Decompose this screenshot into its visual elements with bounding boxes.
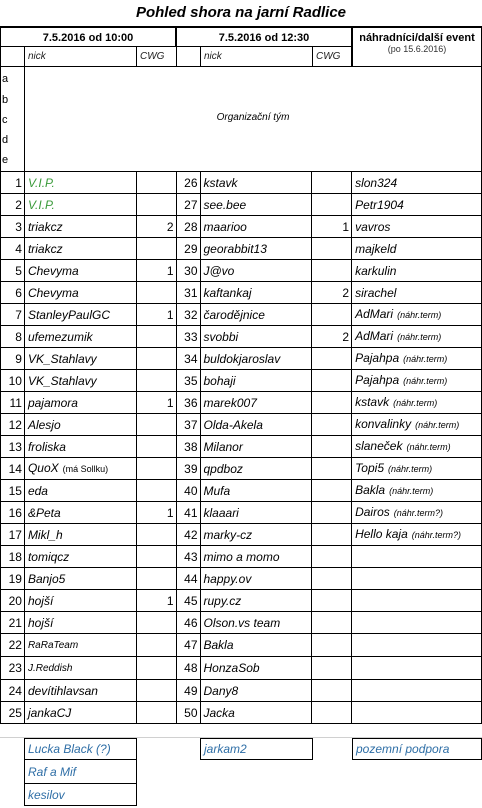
backup-nick: vavros — [355, 219, 391, 234]
row-number: 48 — [176, 657, 200, 680]
row-number: 28 — [176, 216, 200, 238]
nick-text: hojší — [27, 593, 54, 608]
nick-text: pajamora — [27, 395, 78, 410]
backup-cell — [352, 348, 482, 370]
row-number: 31 — [176, 282, 200, 304]
nick-text: VK_Stahlavy — [27, 351, 97, 366]
row-number: 38 — [176, 436, 200, 458]
nick-cell — [24, 702, 136, 724]
backup-cell — [352, 546, 482, 568]
backup-nick: AdMari — [355, 307, 394, 321]
backup-header-title: náhradníci/další event — [359, 32, 475, 44]
backup-cell — [352, 568, 482, 590]
backup-note: (náhr.term) — [406, 442, 451, 452]
cwg-cell — [312, 502, 352, 524]
backup-cell — [352, 392, 482, 414]
nick-cell — [24, 634, 136, 657]
nick-cell: Jacka — [200, 702, 312, 724]
cwg-cell: 2 — [312, 282, 352, 304]
backup-nick: AdMari — [355, 329, 394, 343]
cwg-cell — [312, 348, 352, 370]
cwg-cell — [312, 172, 352, 194]
row-number: 14 — [1, 458, 25, 480]
cwg-cell — [136, 414, 176, 436]
shift2-header: 7.5.2016 od 12:30 — [176, 26, 352, 47]
nick-text: V.I.P. — [27, 175, 55, 190]
nick-text: QuoX — [27, 461, 59, 475]
cwg-cell — [136, 172, 176, 194]
nick-cell — [24, 546, 136, 568]
org-team-label: Organizační tým — [216, 112, 290, 123]
row-number: 17 — [1, 524, 25, 546]
backup-nick: slaneček — [355, 439, 403, 453]
backup-nick: karkulin — [355, 263, 397, 278]
backup-cell — [352, 260, 482, 282]
backup-cell — [352, 326, 482, 348]
cwg-cell — [312, 657, 352, 680]
cwg-cell — [136, 546, 176, 568]
cwg-cell — [312, 590, 352, 612]
cwg-cell — [312, 546, 352, 568]
table-row — [1, 414, 482, 436]
table-row — [1, 634, 482, 657]
row-number: 24 — [1, 680, 25, 702]
cwg-cell — [312, 568, 352, 590]
table-row — [1, 370, 482, 392]
row-number: 15 — [1, 480, 25, 502]
cwg-cell — [312, 702, 352, 724]
backup-cell — [352, 502, 482, 524]
nick-cell — [24, 370, 136, 392]
nick-cell — [24, 260, 136, 282]
backup-note: (náhr.term?) — [393, 508, 443, 518]
nick-text: triakcz — [27, 219, 63, 234]
backup-note: (náhr.term) — [389, 486, 434, 496]
nick-text: Mikl_h — [27, 527, 63, 542]
cwg-cell — [136, 702, 176, 724]
table-row — [1, 612, 482, 634]
nick-text: &Peta — [27, 505, 61, 520]
backup-note: (náhr.term) — [393, 398, 438, 408]
backup-note: (náhr.term) — [388, 464, 433, 474]
table-row — [1, 194, 482, 216]
backup-cell — [352, 238, 482, 260]
row-number: 34 — [176, 348, 200, 370]
nick-cell: maarioo — [200, 216, 312, 238]
nick-cell: Milanor — [200, 436, 312, 458]
footer-item: kesilov — [28, 788, 65, 802]
row-number: 20 — [1, 590, 25, 612]
cwg-label-2: CWG — [316, 51, 341, 62]
cwg-cell: 1 — [136, 304, 176, 326]
row-number: 11 — [1, 392, 25, 414]
row-number: 42 — [176, 524, 200, 546]
nick-cell: kaftankaj — [200, 282, 312, 304]
roster-table — [0, 171, 482, 724]
nick-cell — [24, 216, 136, 238]
cwg-cell — [312, 634, 352, 657]
cwg-cell — [312, 414, 352, 436]
cwg-cell — [312, 304, 352, 326]
backup-cell — [352, 172, 482, 194]
table-row — [1, 348, 482, 370]
cwg-cell — [312, 260, 352, 282]
backup-cell — [352, 590, 482, 612]
backup-cell — [352, 634, 482, 657]
row-number: 13 — [1, 436, 25, 458]
backup-cell — [352, 370, 482, 392]
cwg-cell — [136, 348, 176, 370]
table-row — [1, 702, 482, 724]
row-number: 44 — [176, 568, 200, 590]
row-number: 35 — [176, 370, 200, 392]
nick-cell: Dany8 — [200, 680, 312, 702]
nick-label-1: nick — [28, 51, 46, 62]
nick-text: VK_Stahlavy — [27, 373, 97, 388]
table-row — [1, 282, 482, 304]
backup-cell — [352, 702, 482, 724]
row-number: 32 — [176, 304, 200, 326]
backup-nick: Hello kaja — [355, 527, 408, 541]
row-number: 16 — [1, 502, 25, 524]
table-row — [1, 546, 482, 568]
table-row — [1, 590, 482, 612]
backup-nick: kstavk — [355, 395, 390, 409]
nick-cell: marky-cz — [200, 524, 312, 546]
backup-cell — [352, 282, 482, 304]
row-number: 46 — [176, 612, 200, 634]
row-number: 2 — [1, 194, 25, 216]
nick-text: eda — [27, 483, 48, 498]
footer-item: Lucka Black (?) — [28, 742, 111, 756]
cwg-cell — [136, 612, 176, 634]
row-number: 41 — [176, 502, 200, 524]
backup-note: (náhr.term) — [397, 310, 442, 320]
nick-cell: klaaari — [200, 502, 312, 524]
nick-cell — [24, 568, 136, 590]
row-number: 10 — [1, 370, 25, 392]
backup-note: (náhr.term) — [403, 376, 448, 386]
nick-text: hojší — [27, 615, 54, 630]
cwg-cell: 1 — [136, 590, 176, 612]
nick-cell — [24, 414, 136, 436]
backup-header-date: (po 15.6.2016) — [387, 44, 447, 54]
nick-cell — [24, 680, 136, 702]
backup-nick: sirachel — [355, 285, 397, 300]
table-row — [1, 524, 482, 546]
row-number: 25 — [1, 702, 25, 724]
nick-cell: qpdboz — [200, 458, 312, 480]
backup-nick: Petr1904 — [355, 197, 404, 212]
nick-note: (má Sollku) — [62, 464, 109, 474]
table-row — [1, 657, 482, 680]
nick-text: jankaCJ — [27, 705, 72, 720]
table-row — [1, 216, 482, 238]
row-number: 6 — [1, 282, 25, 304]
nick-cell — [24, 480, 136, 502]
row-number: 19 — [1, 568, 25, 590]
row-number: 1 — [1, 172, 25, 194]
backup-nick: majkeld — [355, 241, 397, 256]
cwg-cell — [136, 194, 176, 216]
nick-cell — [24, 436, 136, 458]
backup-note: (náhr.term) — [415, 420, 460, 430]
table-row — [1, 260, 482, 282]
footer-item: jarkam2 — [204, 742, 247, 756]
nick-cell — [24, 458, 136, 480]
nick-text: tomiqcz — [27, 549, 70, 564]
cwg-cell: 1 — [136, 502, 176, 524]
nick-cell: HonzaSob — [200, 657, 312, 680]
row-number: 8 — [1, 326, 25, 348]
cwg-cell — [136, 480, 176, 502]
backup-nick: Pajahpa — [355, 351, 400, 365]
backup-note: (náhr.term) — [403, 354, 448, 364]
row-number: 27 — [176, 194, 200, 216]
backup-header — [352, 26, 482, 67]
nick-cell: Olda-Akela — [200, 414, 312, 436]
nick-cell: Olson.vs team — [200, 612, 312, 634]
backup-cell — [352, 680, 482, 702]
backup-nick: Topi5 — [355, 461, 384, 475]
backup-cell — [352, 216, 482, 238]
nick-cell — [24, 326, 136, 348]
backup-nick: Bakla — [355, 483, 386, 497]
nick-cell: marek007 — [200, 392, 312, 414]
backup-nick: konvalinky — [355, 417, 412, 431]
table-row — [1, 326, 482, 348]
backup-cell — [352, 436, 482, 458]
row-number: 26 — [176, 172, 200, 194]
row-number: 21 — [1, 612, 25, 634]
nick-cell: čarodějnice — [200, 304, 312, 326]
nick-cell — [24, 392, 136, 414]
cwg-cell — [136, 436, 176, 458]
cwg-cell — [312, 612, 352, 634]
nick-cell — [24, 304, 136, 326]
table-row — [1, 480, 482, 502]
backup-nick: slon324 — [355, 175, 398, 190]
row-number: 7 — [1, 304, 25, 326]
row-number: 47 — [176, 634, 200, 657]
table-row — [1, 458, 482, 480]
cwg-label-1: CWG — [140, 51, 165, 62]
cwg-cell: 1 — [312, 216, 352, 238]
nick-cell — [24, 238, 136, 260]
nick-cell — [24, 524, 136, 546]
nick-text: V.I.P. — [27, 197, 55, 212]
backup-cell — [352, 458, 482, 480]
org-letter: b — [2, 94, 9, 106]
row-number: 29 — [176, 238, 200, 260]
cwg-cell: 1 — [136, 392, 176, 414]
cwg-cell — [136, 568, 176, 590]
nick-cell — [24, 348, 136, 370]
row-number: 3 — [1, 216, 25, 238]
cwg-cell — [136, 634, 176, 657]
row-number: 12 — [1, 414, 25, 436]
nick-cell: rupy.cz — [200, 590, 312, 612]
nick-cell: Bakla — [200, 634, 312, 657]
nick-cell: georabbit13 — [200, 238, 312, 260]
backup-cell — [352, 480, 482, 502]
table-row — [1, 238, 482, 260]
nick-cell — [24, 282, 136, 304]
nick-text: triakcz — [27, 241, 63, 256]
table-row — [1, 502, 482, 524]
cwg-cell — [312, 458, 352, 480]
cwg-cell — [312, 392, 352, 414]
org-letter: c — [2, 114, 8, 126]
cwg-cell — [312, 194, 352, 216]
cwg-cell — [136, 326, 176, 348]
org-letter: e — [2, 154, 9, 166]
backup-nick: Dairos — [355, 505, 390, 519]
footer-item: pozemní podpora — [356, 742, 450, 756]
cwg-cell: 2 — [136, 216, 176, 238]
nick-cell: J@vo — [200, 260, 312, 282]
nick-text: froliska — [27, 439, 66, 454]
backup-cell — [352, 414, 482, 436]
row-number: 39 — [176, 458, 200, 480]
backup-nick: Pajahpa — [355, 373, 400, 387]
row-number: 23 — [1, 657, 25, 680]
cwg-cell: 1 — [136, 260, 176, 282]
row-number: 5 — [1, 260, 25, 282]
nick-cell — [24, 657, 136, 680]
cwg-cell — [136, 238, 176, 260]
row-number: 9 — [1, 348, 25, 370]
cwg-cell — [312, 370, 352, 392]
row-number: 45 — [176, 590, 200, 612]
nick-cell: bohaji — [200, 370, 312, 392]
nick-cell: see.bee — [200, 194, 312, 216]
cwg-cell — [136, 282, 176, 304]
cwg-cell — [136, 680, 176, 702]
row-number: 49 — [176, 680, 200, 702]
nick-label-2: nick — [204, 51, 222, 62]
nick-text: RaRaTeam — [27, 640, 79, 651]
backup-cell — [352, 612, 482, 634]
nick-cell: kstavk — [200, 172, 312, 194]
cwg-cell — [312, 524, 352, 546]
nick-text: Banjo5 — [27, 571, 66, 586]
nick-text: Chevyma — [27, 263, 79, 278]
nick-text: StanleyPaulGC — [27, 307, 110, 322]
nick-cell: happy.ov — [200, 568, 312, 590]
table-row — [1, 436, 482, 458]
nick-cell: buldokjaroslav — [200, 348, 312, 370]
org-letter: d — [2, 134, 9, 146]
nick-text: devítihlavsan — [27, 683, 98, 698]
backup-cell — [352, 194, 482, 216]
backup-cell — [352, 304, 482, 326]
cwg-cell — [136, 657, 176, 680]
row-number: 37 — [176, 414, 200, 436]
row-number: 50 — [176, 702, 200, 724]
cwg-cell — [312, 436, 352, 458]
row-number: 18 — [1, 546, 25, 568]
table-row — [1, 392, 482, 414]
row-number: 30 — [176, 260, 200, 282]
nick-cell — [24, 612, 136, 634]
cwg-cell — [136, 524, 176, 546]
row-number: 22 — [1, 634, 25, 657]
nick-cell — [24, 502, 136, 524]
backup-cell — [352, 524, 482, 546]
cwg-cell — [312, 680, 352, 702]
cwg-cell — [136, 370, 176, 392]
nick-text: J.Reddish — [27, 663, 73, 674]
table-row — [1, 304, 482, 326]
nick-text: ufemezumik — [27, 329, 93, 344]
footer-item: Raf a Mif — [28, 765, 77, 779]
cwg-cell — [312, 238, 352, 260]
nick-text: Alesjo — [27, 417, 61, 432]
row-number: 36 — [176, 392, 200, 414]
cwg-cell — [312, 480, 352, 502]
nick-cell: svobbi — [200, 326, 312, 348]
backup-note: (náhr.term?) — [411, 530, 461, 540]
backup-cell — [352, 657, 482, 680]
nick-cell — [24, 590, 136, 612]
nick-cell — [24, 172, 136, 194]
nick-cell: mimo a momo — [200, 546, 312, 568]
org-letter: a — [2, 73, 9, 85]
table-row — [1, 568, 482, 590]
table-row — [1, 680, 482, 702]
page-title: Pohled shora na jarní Radlice — [135, 4, 347, 21]
cwg-cell: 2 — [312, 326, 352, 348]
row-number: 33 — [176, 326, 200, 348]
row-number: 40 — [176, 480, 200, 502]
nick-cell: Mufa — [200, 480, 312, 502]
cwg-cell — [136, 458, 176, 480]
table-row — [1, 172, 482, 194]
row-number: 4 — [1, 238, 25, 260]
nick-cell — [24, 194, 136, 216]
shift1-header: 7.5.2016 od 10:00 — [0, 26, 176, 47]
backup-note: (náhr.term) — [397, 332, 442, 342]
nick-text: Chevyma — [27, 285, 79, 300]
row-number: 43 — [176, 546, 200, 568]
